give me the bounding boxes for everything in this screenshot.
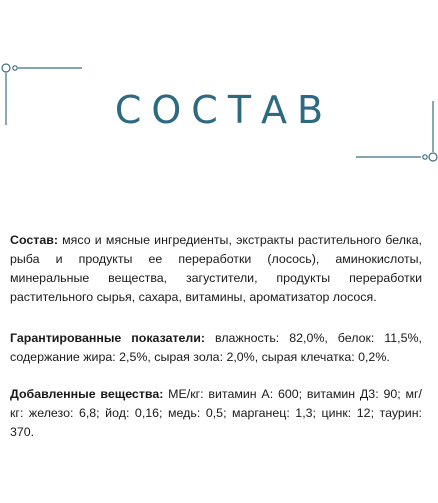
guaranteed-values-label: Гарантированные показатели: bbox=[10, 331, 206, 345]
additives-paragraph bbox=[10, 385, 422, 442]
page-title: СОСТАВ bbox=[114, 88, 334, 132]
composition-text: мясо и мясные ингредиенты, экстракты растительного белка, рыба и продукты ее переработки (лосось), аминокислоты, минеральные вещества, загустители, продукты переработки растительного сырья, сахара, витамины, ароматизатор лосося. bbox=[10, 233, 422, 304]
additives-label: Добавленные вещества: bbox=[10, 387, 164, 401]
composition-paragraph bbox=[10, 231, 422, 307]
additives-text: МЕ/кг: витамин А: 600; витамин Д3: 90; мг/кг: железо: 6,8; йод: 0,16; медь: 0,5; марганец: 1,3; цинк: 12; таурин: 370. bbox=[10, 387, 422, 439]
guaranteed-values-text: влажность: 82,0%, белок: 11,5%, содержание жира: 2,5%, сырая зола: 2,0%, сырая клечатка: 0,2%. bbox=[10, 331, 422, 364]
composition-label: Состав: bbox=[10, 233, 58, 247]
guaranteed-values-paragraph bbox=[10, 329, 422, 367]
